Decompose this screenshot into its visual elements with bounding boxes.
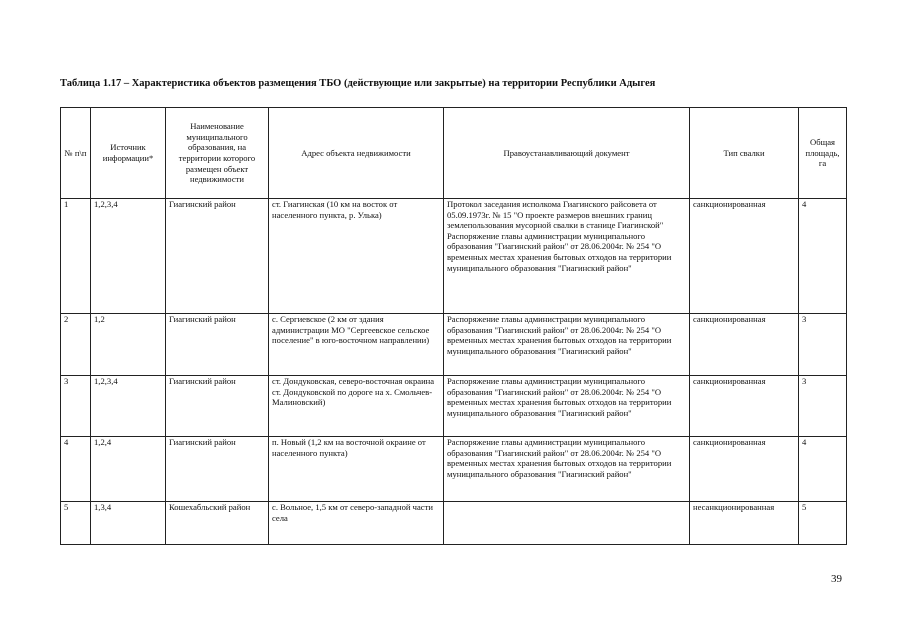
cell-municipality: Кошехабльский район — [166, 502, 269, 545]
cell-area: 3 — [799, 376, 847, 437]
cell-municipality: Гиагинский район — [166, 437, 269, 502]
cell-source: 1,3,4 — [91, 502, 166, 545]
cell-source: 1,2,3,4 — [91, 199, 166, 314]
table-row — [61, 314, 847, 376]
cell-source: 1,2,3,4 — [91, 376, 166, 437]
page-number: 39 — [831, 573, 842, 585]
cell-address: п. Новый (1,2 км на восточной окраине от населенного пункта) — [269, 437, 444, 502]
landfill-table — [60, 107, 847, 545]
cell-num: 1 — [61, 199, 91, 314]
cell-area: 4 — [799, 437, 847, 502]
col-header-type: Тип свалки — [690, 108, 799, 199]
table-row — [61, 502, 847, 545]
cell-type: санкционированная — [690, 314, 799, 376]
cell-num: 3 — [61, 376, 91, 437]
cell-municipality: Гиагинский район — [166, 314, 269, 376]
cell-address: с. Вольное, 1,5 км от северо-западной части села — [269, 502, 444, 545]
cell-type: санкционированная — [690, 437, 799, 502]
cell-type: несанкционированная — [690, 502, 799, 545]
table-row — [61, 199, 847, 314]
cell-document: Распоряжение главы администрации муниципального образования "Гиагинский район" от 28.06.2004г. № 254 "О временных местах хранения бытовых отходов на территории муниципального образования "Гиагинский район" — [444, 376, 690, 437]
col-header-municipality: Наименование муниципального образования, на территории которого размещен объект недвижимости — [166, 108, 269, 199]
table-row — [61, 437, 847, 502]
cell-document: Распоряжение главы администрации муниципального образования "Гиагинский район" от 28.06.2004г. № 254 "О временных местах хранения бытовых отходов на территории муниципального образования "Гиагинский район" — [444, 437, 690, 502]
cell-document: Распоряжение главы администрации муниципального образования "Гиагинский район" от 28.06.2004г. № 254 "О временных местах хранения бытовых отходов на территории муниципального образования "Гиагинский район" — [444, 314, 690, 376]
cell-num: 5 — [61, 502, 91, 545]
table-row — [61, 376, 847, 437]
cell-address: ст. Дондуковская, северо-восточная окраина ст. Дондуковской по дороге на х. Смольчев-Малиновский) — [269, 376, 444, 437]
cell-document — [444, 502, 690, 545]
cell-num: 2 — [61, 314, 91, 376]
cell-source: 1,2,4 — [91, 437, 166, 502]
col-header-area: Общая площадь, га — [799, 108, 847, 199]
cell-area: 3 — [799, 314, 847, 376]
cell-address: ст. Гиагинская (10 км на восток от населенного пункта, р. Улька) — [269, 199, 444, 314]
col-header-source: Источник информации* — [91, 108, 166, 199]
cell-type: санкционированная — [690, 376, 799, 437]
cell-municipality: Гиагинский район — [166, 199, 269, 314]
col-header-address: Адрес объекта недвижимости — [269, 108, 444, 199]
cell-area: 5 — [799, 502, 847, 545]
cell-municipality: Гиагинский район — [166, 376, 269, 437]
cell-address: с. Сергиевское (2 км от здания администрации МО "Сергеевское сельское поселение" в юго-восточном направлении) — [269, 314, 444, 376]
cell-area: 4 — [799, 199, 847, 314]
header-row — [61, 108, 847, 199]
cell-num: 4 — [61, 437, 91, 502]
cell-type: санкционированная — [690, 199, 799, 314]
table-caption: Таблица 1.17 – Характеристика объектов размещения ТБО (действующие или закрытые) на территории Республики Адыгея — [60, 78, 656, 89]
col-header-document: Правоустанавливающий документ — [444, 108, 690, 199]
cell-document: Протокол заседания исполкома Гиагинского райсовета от 05.09.1973г. № 15 "О проекте размеров внешних границ землепользования мусорной свалки в станице Гиагинской" Распоряжение главы администрации муниципального образования "Гиагинский район" от 28.06.2004г. № 254 "О временных местах хранения бытовых отходов на территории муниципального образования "Гиагинский район" — [444, 199, 690, 314]
col-header-num: № п\п — [61, 108, 91, 199]
cell-source: 1,2 — [91, 314, 166, 376]
